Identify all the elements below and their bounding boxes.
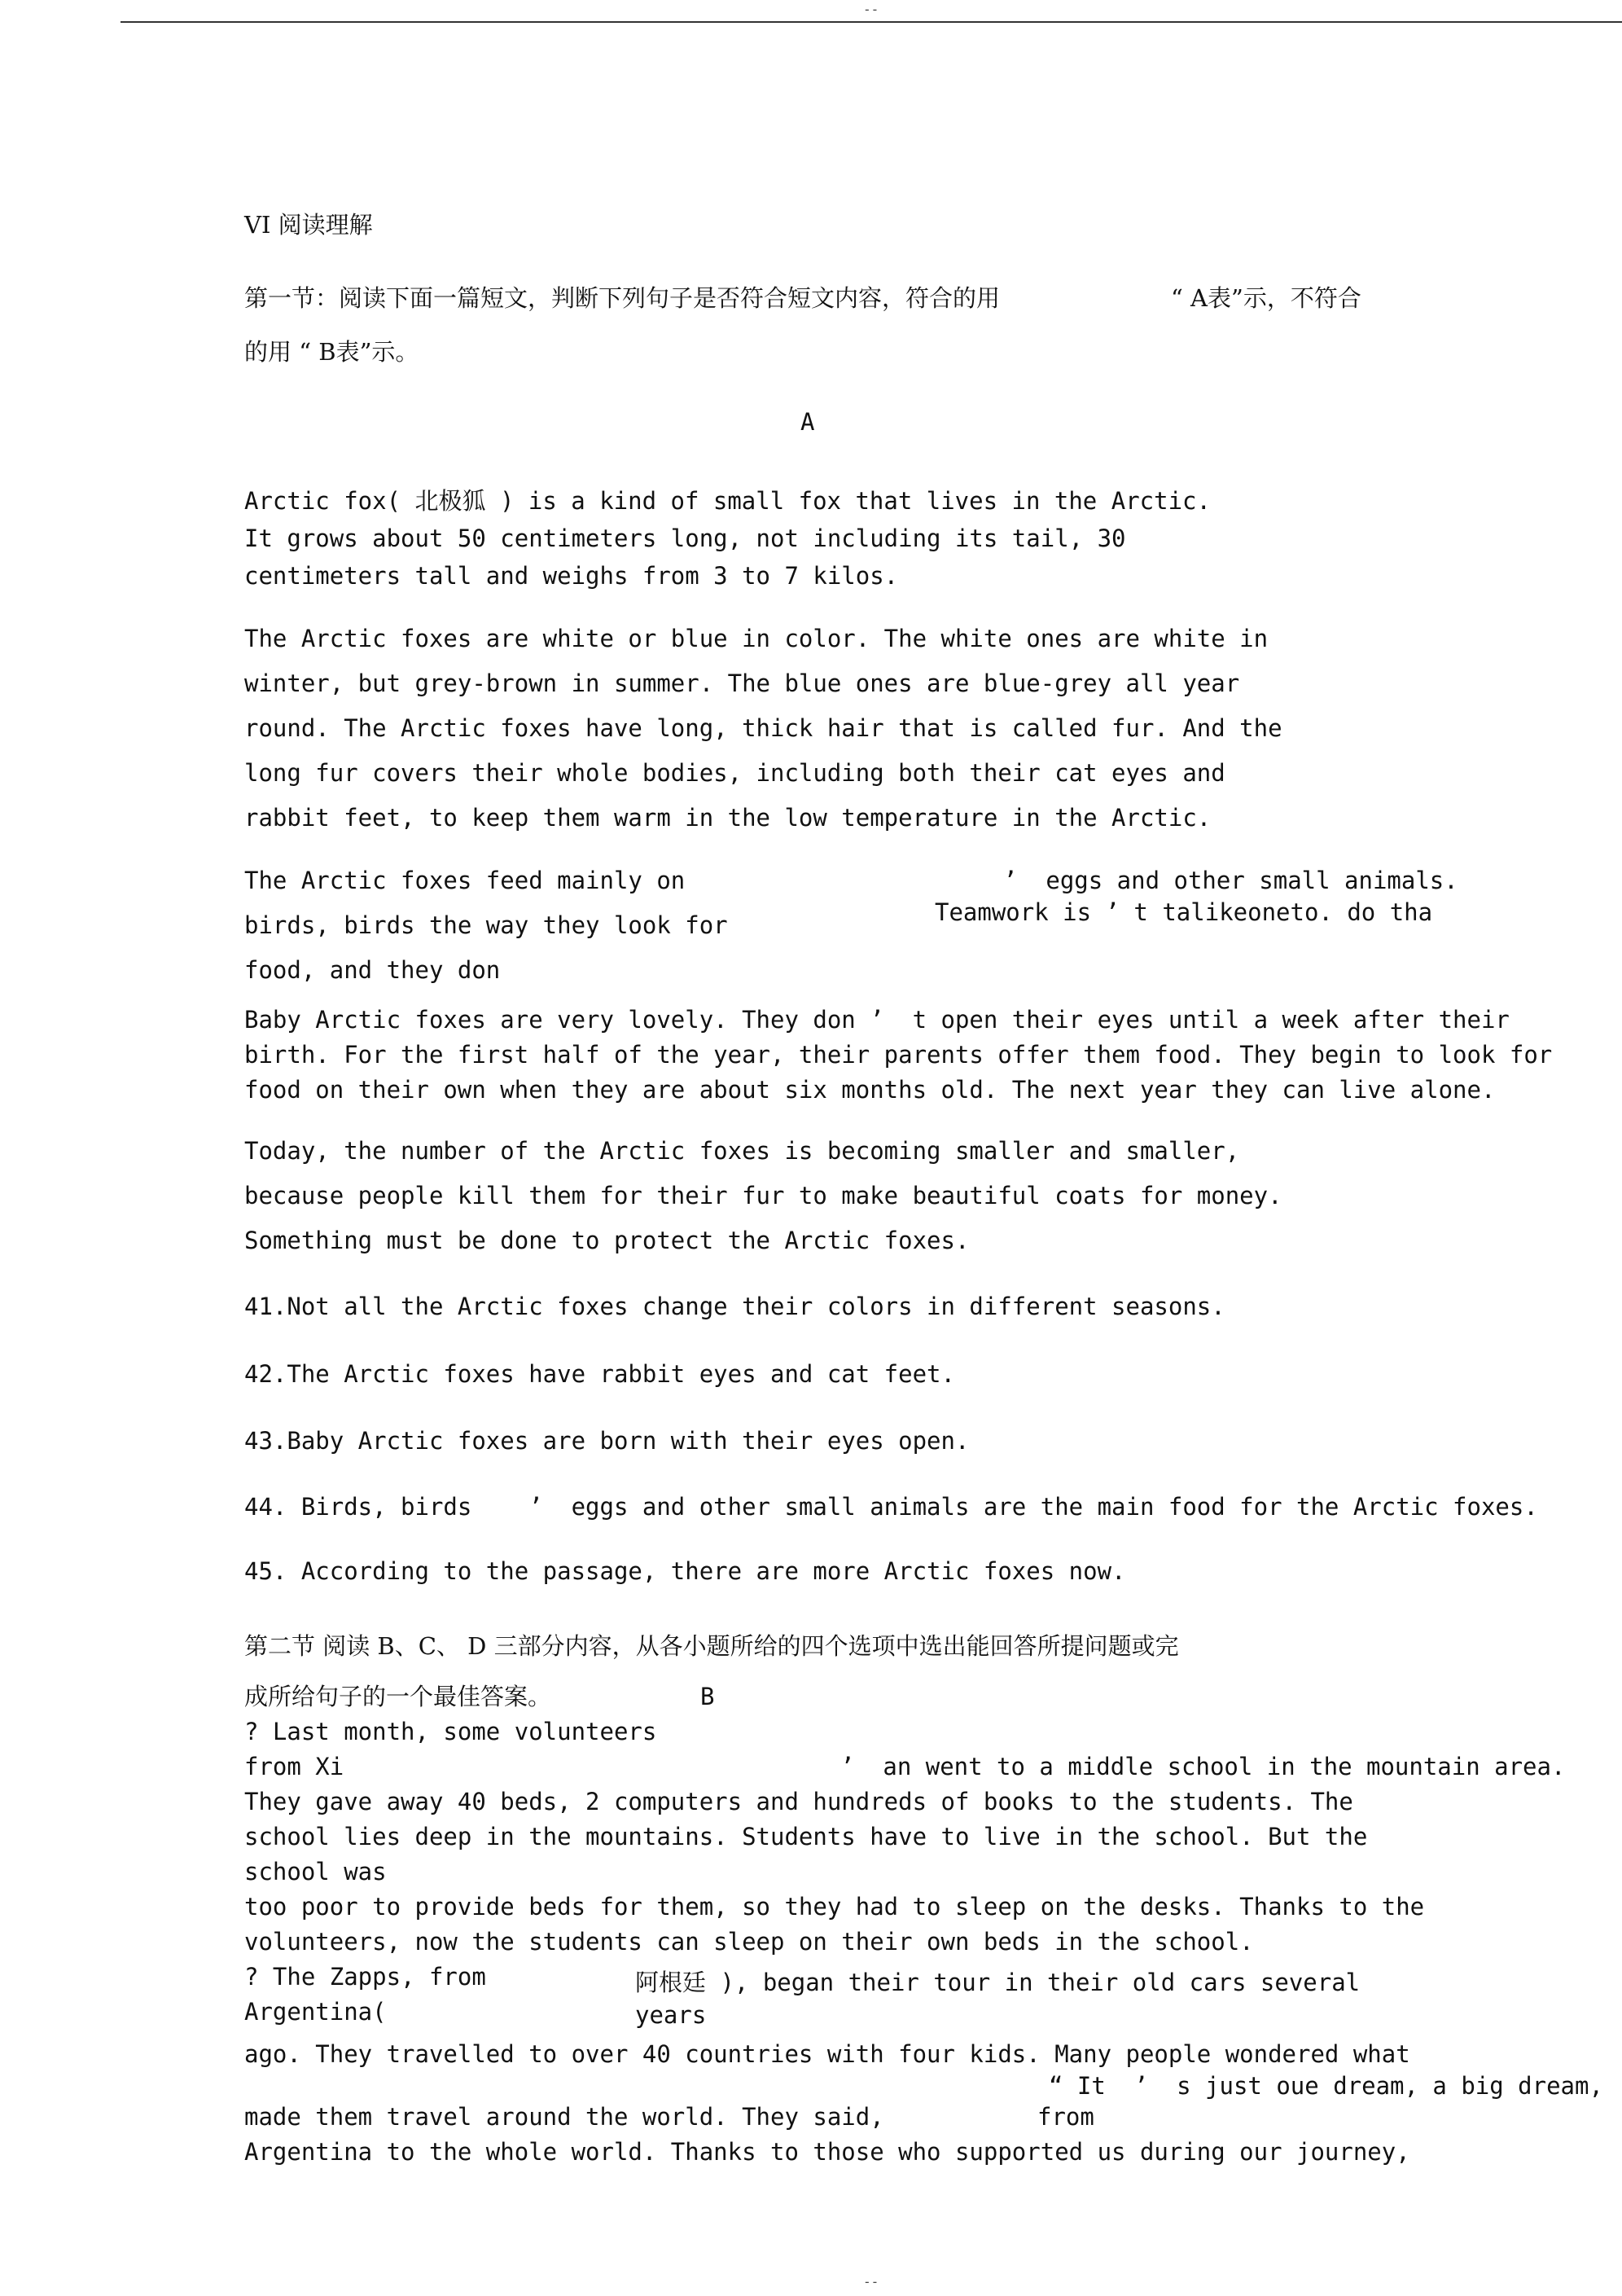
b1-line1: ? Last month, some volunteers xyxy=(244,1718,657,1745)
passage-label-b: B xyxy=(700,1683,715,1710)
b1-line2-left: from Xi xyxy=(244,1753,344,1780)
b1-line: They gave away 40 beds, 2 computers and hundreds of books to the students. The xyxy=(244,1788,1353,1815)
p5-line: because people kill them for their fur to make beautiful coats for money. xyxy=(244,1182,1282,1209)
b2-mid-line1: 阿根廷 ), began their tour in their old cars several xyxy=(635,1969,1361,1996)
passage-label-a: A xyxy=(800,408,815,436)
part1-instruction-line1: 第一节：阅读下面一篇短文，判断下列句子是否符合短文内容，符合的用 xyxy=(244,284,1001,312)
b2-line4-left: made them travel around the world. They said, xyxy=(244,2103,884,2131)
p4-line: food on their own when they are about six months old. The next year they can live alone. xyxy=(244,1076,1496,1104)
p4-line: Baby Arctic foxes are very lovely. They don ’ t open their eyes until a week after their xyxy=(244,1006,1510,1034)
b1-line2-right: ’ an went to a middle school in the mountain area. xyxy=(840,1753,1566,1780)
b2-line5: Argentina to the whole world. Thanks to those who supported us during our journey, xyxy=(244,2138,1410,2166)
b2-line3: ago. They travelled to over 40 countries with four kids. Many people wondered what xyxy=(244,2040,1410,2068)
question-41: 41.Not all the Arctic foxes change their colors in different seasons. xyxy=(244,1293,1225,1320)
bottom-page-mark: -- xyxy=(863,2274,879,2289)
p1-line: centimeters tall and weighs from 3 to 7 kilos. xyxy=(244,562,899,590)
part1-instruction-line2: 的用 “ B表”示。 xyxy=(244,338,419,366)
question-44: 44. Birds, birds ’ eggs and other small animals are the main food for the Arctic foxes. xyxy=(244,1493,1538,1521)
question-43: 43.Baby Arctic foxes are born with their eyes open. xyxy=(244,1427,970,1455)
p5-line: Something must be done to protect the Arctic foxes. xyxy=(244,1227,970,1254)
b1-line: too poor to provide beds for them, so they had to sleep on the desks. Thanks to the xyxy=(244,1893,1425,1921)
p5-line: Today, the number of the Arctic foxes is becoming smaller and smaller, xyxy=(244,1137,1240,1165)
top-page-mark: -- xyxy=(863,2,879,17)
p2-line: winter, but grey-brown in summer. The blue ones are blue-grey all year xyxy=(244,669,1240,697)
part2-instruction-line2: 成所给句子的一个最佳答案。 xyxy=(244,1683,552,1710)
p4-line: birth. For the first half of the year, their parents offer them food. They begin to look for xyxy=(244,1041,1553,1069)
header-rule xyxy=(121,21,1622,23)
p3-right-line2: Teamwork is ’ t talikeoneto. do tha xyxy=(935,898,1433,926)
b1-line: volunteers, now the students can sleep on their own beds in the school. xyxy=(244,1928,1254,1956)
p2-line: long fur covers their whole bodies, including both their cat eyes and xyxy=(244,759,1225,787)
part1-instruction-a: “ A表”示，不符合 xyxy=(1171,284,1361,312)
p3-left-line: birds, birds the way they look for xyxy=(244,911,728,939)
question-45: 45. According to the passage, there are more Arctic foxes now. xyxy=(244,1557,1126,1585)
b2-left-line1: ? The Zapps, from xyxy=(244,1963,486,1991)
p3-left-line: The Arctic foxes feed mainly on xyxy=(244,867,686,894)
question-42: 42.The Arctic foxes have rabbit eyes and cat feet. xyxy=(244,1360,955,1388)
p1-line: Arctic fox( 北极狐 ) is a kind of small fox that lives in the Arctic. xyxy=(244,487,1211,515)
b2-mid-line2: years xyxy=(635,2001,707,2029)
b2-quote: “ It ’ s just oue dream, a big dream, xyxy=(1049,2072,1603,2100)
p1-line: It grows about 50 centimeters long, not including its tail, 30 xyxy=(244,525,1126,552)
b2-from: from xyxy=(1037,2103,1094,2131)
section-heading: VI 阅读理解 xyxy=(244,211,373,239)
p3-left-line: food, and they don xyxy=(244,956,501,984)
b2-left-line2: Argentina( xyxy=(244,1998,387,2026)
b1-line: school was xyxy=(244,1858,387,1886)
p2-line: rabbit feet, to keep them warm in the low temperature in the Arctic. xyxy=(244,804,1212,832)
p3-right-line1: ’ eggs and other small animals. xyxy=(1003,867,1458,894)
p2-line: The Arctic foxes are white or blue in color. The white ones are white in xyxy=(244,625,1269,652)
b1-line: school lies deep in the mountains. Students have to live in the school. But the xyxy=(244,1823,1368,1850)
p2-line: round. The Arctic foxes have long, thick hair that is called fur. And the xyxy=(244,714,1282,742)
part2-instruction-line1: 第二节 阅读 B、C、 D 三部分内容，从各小题所给的四个选项中选出能回答所提问题或完 xyxy=(244,1632,1179,1660)
